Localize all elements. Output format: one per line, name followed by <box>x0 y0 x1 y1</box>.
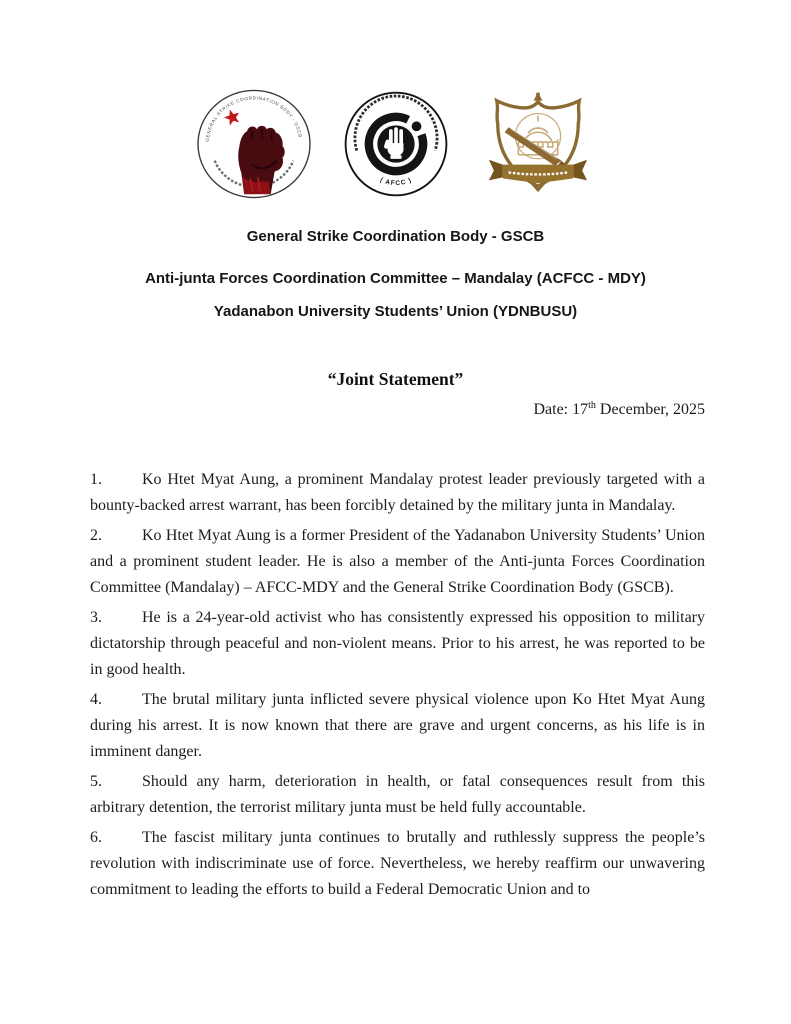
date-line <box>0 401 705 419</box>
organization-names <box>0 228 791 320</box>
paragraph-number: 5. <box>90 773 102 790</box>
gscb-fist-logo-icon <box>195 88 313 200</box>
paragraph-number: 4. <box>90 691 102 708</box>
paragraph-text: Should any harm, deterioration in health, or fatal consequences result from this arbitrary detention, the terrorist military junta must be held fully accountable. <box>90 773 705 816</box>
paragraph-2 <box>90 523 705 601</box>
logo-row <box>0 0 791 201</box>
paragraph-text: The brutal military junta inflicted severe physical violence upon Ko Htet Myat Aung during his arrest. It is now known that there are grave and urgent concerns, as his life is in imminent danger. <box>90 691 705 760</box>
afcc-ring-text: ( AFCC ) <box>378 176 413 188</box>
paragraph-text: Ko Htet Myat Aung, a prominent Mandalay protest leader previously targeted with a bounty-backed arrest warrant, has been forcibly detained by the military junta in Mandalay. <box>90 471 705 514</box>
gscb-ring-text: GENERAL STRIKE COORDINATION BODY - GSCB <box>204 95 303 142</box>
date-suffix: December, 2025 <box>595 401 705 418</box>
paragraph-number: 3. <box>90 609 102 626</box>
paragraph-1 <box>90 467 705 519</box>
paragraph-number: 2. <box>90 527 102 544</box>
org-name-acfc: Anti-junta Forces Coordination Committee – Mandalay (ACFCC - MDY) <box>145 270 646 287</box>
afcc-salute-logo-icon <box>340 87 452 201</box>
date-prefix: Date: 17 <box>533 401 589 418</box>
paragraph-text: He is a 24-year-old activist who has consistently expressed his opposition to military dictatorship through peaceful and non-violent means. Prior to his arrest, he was reported to be in good health. <box>90 609 705 678</box>
paragraph-text: The fascist military junta continues to brutally and ruthlessly suppress the people’s revolution with indiscriminate use of force. Nevertheless, we hereby reaffirm our unwavering commitment to leading the efforts to build a Federal Democratic Union and to <box>90 829 705 898</box>
org-name-gscb: General Strike Coordination Body - GSCB <box>246 228 545 245</box>
paragraph-number: 6. <box>90 829 102 846</box>
paragraph-number: 1. <box>90 471 102 488</box>
paragraph-text: Ko Htet Myat Aung is a former President of the Yadanabon University Students’ Union and a prominent student leader. He is also a member of the Anti-junta Forces Coordination Committee (Mandalay) – AFCC-MDY and the General Strike Coordination Body (GSCB). <box>90 527 705 596</box>
paragraph-4 <box>90 687 705 765</box>
paragraph-3 <box>90 605 705 683</box>
paragraph-5 <box>90 769 705 821</box>
date-ordinal: th <box>588 400 596 411</box>
org-name-ydnbusu: Yadanabon University Students’ Union (YDNBUSU) <box>213 303 578 320</box>
ydnbusu-shield-logo-icon <box>479 90 597 198</box>
statement-title: “Joint Statement” <box>327 369 464 389</box>
paragraph-6 <box>90 825 705 903</box>
statement-body <box>90 467 705 903</box>
